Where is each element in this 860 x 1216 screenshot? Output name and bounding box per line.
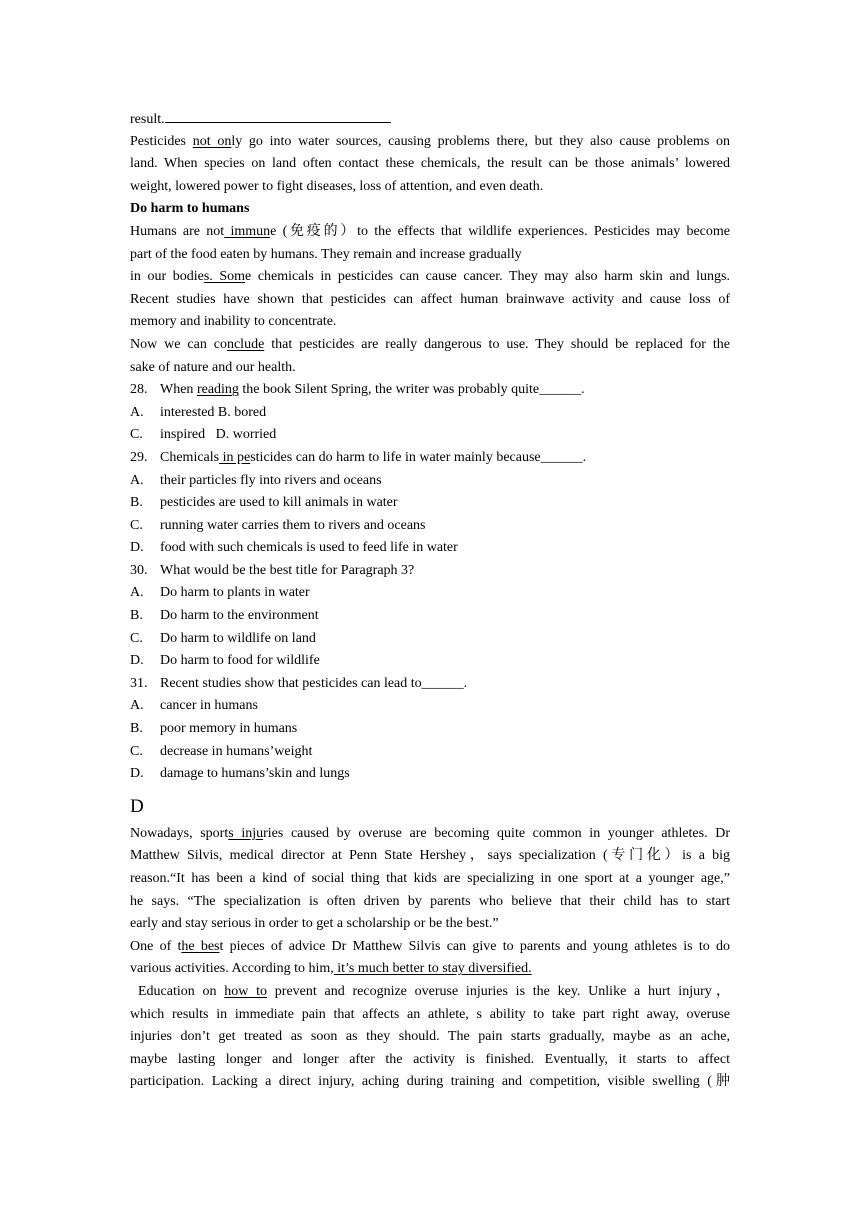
paragraph-line: part of the food eaten by humans. They remain and increase gradually xyxy=(130,246,522,262)
question-stem: 29. Chemicals in pesticides can do harm to life in water mainly because______. xyxy=(130,449,587,465)
answer-option: B. Do harm to the environment xyxy=(130,608,319,624)
answer-option: A. their particles fly into rivers and oceans xyxy=(130,472,382,488)
paragraph-line: land. When species on land often contact these chemicals, the result can be those animals’ lowered xyxy=(130,156,730,172)
document-page xyxy=(130,108,730,1094)
paragraph-line: weight, lowered power to fight diseases, loss of attention, and even death. xyxy=(130,178,544,194)
paragraph-line: One of the best pieces of advice Dr Matthew Silvis can give to parents and young athletes is to do xyxy=(130,938,730,954)
answer-option: B. poor memory in humans xyxy=(130,721,298,737)
paragraph-line: which results in immediate pain that affects an athlete, s ability to take part right away, overuse xyxy=(130,1006,730,1022)
paragraph-line: he says. “The specialization is often driven by parents who believe that their child has to start xyxy=(130,893,730,909)
paragraph-line: sake of nature and our health. xyxy=(130,359,296,375)
paragraph-line: early and stay serious in order to get a scholarship or be the best.” xyxy=(130,916,499,932)
answer-option: C. Do harm to wildlife on land xyxy=(130,630,316,646)
paragraph-line: Nowadays, sports injuries caused by overuse are becoming quite common in younger athletes. Dr xyxy=(130,825,730,841)
paragraph-line: Humans are not immune (免疫的）to the effects that wildlife experiences. Pesticides may become xyxy=(130,223,730,239)
answer-option: D. food with such chemicals is used to feed life in water xyxy=(130,540,458,556)
answer-option: A. interested B. bored xyxy=(130,404,267,420)
section-heading: Do harm to humans xyxy=(130,201,250,217)
paragraph-line: Matthew Silvis, medical director at Penn State Hershey，says specialization (专门化）is a big xyxy=(130,848,730,864)
paragraph-line: Education on how to prevent and recognize overuse injuries is the key. Unlike a hurt injury， xyxy=(138,983,730,999)
paragraph-line: Pesticides not only go into water sources, causing problems there, but they also cause problems on xyxy=(130,133,730,149)
answer-option: A. Do harm to plants in water xyxy=(130,585,310,601)
answer-option: B. pesticides are used to kill animals in water xyxy=(130,495,398,511)
question-stem: 30. What would be the best title for Paragraph 3? xyxy=(130,562,415,578)
result-line: result. xyxy=(130,108,730,131)
answer-option: D. damage to humans’skin and lungs xyxy=(130,766,350,782)
question-stem: 28. When reading the book Silent Spring, the writer was probably quite______. xyxy=(130,382,585,398)
paragraph-line: in our bodies. Some chemicals in pesticides can cause cancer. They may also harm skin and lungs. xyxy=(130,269,731,285)
paragraph-line: maybe lasting longer and longer after the activity is finished. Eventually, it starts to affect xyxy=(130,1051,730,1067)
paragraph-line: reason.“It has been a kind of social thing that kids are specializing in one sport at a younger age,” xyxy=(130,871,730,886)
answer-blank xyxy=(165,108,391,123)
paragraph-line: participation. Lacking a direct injury, aching during training and competition, visible swelling (肿 xyxy=(130,1074,730,1090)
answer-option: C. running water carries them to rivers and oceans xyxy=(130,517,426,533)
paragraph-line: Recent studies have shown that pesticides can affect human brainwave activity and cause loss of xyxy=(130,291,730,307)
answer-option: C. decrease in humans’weight xyxy=(130,743,313,759)
paragraph-line: Now we can conclude that pesticides are really dangerous to use. They should be replaced for the xyxy=(130,336,730,352)
answer-option: D. Do harm to food for wildlife xyxy=(130,653,320,669)
section-label: D xyxy=(130,795,144,817)
question-stem: 31. Recent studies show that pesticides can lead to______. xyxy=(130,675,468,691)
answer-option: A. cancer in humans xyxy=(130,698,258,714)
answer-option: C. inspired D. worried xyxy=(130,427,277,443)
paragraph-line: injuries don’t get treated as soon as they should. The pain starts gradually, maybe as an ache, xyxy=(130,1029,730,1045)
paragraph-line: memory and inability to concentrate. xyxy=(130,314,337,330)
paragraph-line: various activities. According to him, it’s much better to stay diversified. xyxy=(130,961,532,977)
